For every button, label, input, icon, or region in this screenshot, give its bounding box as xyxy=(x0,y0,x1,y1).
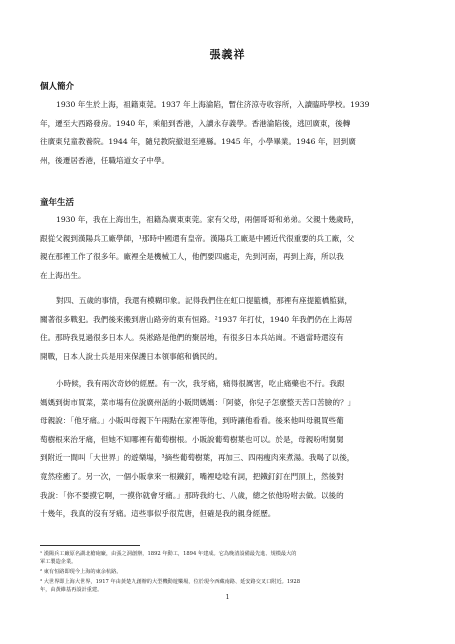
footnote-line: ³ 大世界即上海大世界，1917 年由黃楚九創辦的大型機動遊樂場，位於現今西藏南路、延安路交叉口附近。1928 xyxy=(40,579,301,585)
text-line: 開戰，日本人說士兵是用來保護日本領事館和僑民的。 xyxy=(40,351,223,361)
page-number: 1 xyxy=(225,594,230,601)
footnote-1 xyxy=(40,550,418,566)
text-line: 親在那裡工作了很多年。廠裡全是機械工人，他們要四處走，先到河南，再到上海，所以我 xyxy=(40,252,344,262)
text-line: 到附近一間叫「大世界」的遊樂場，³摘些葡萄樹葉，再加三、四兩瘦肉來煮湯。我喝了以後， xyxy=(40,453,355,463)
text-line: 小時候，我有兩次奇妙的經歷。有一次，我牙痛，痛得很厲害，吃止痛藥也不行。我跟 xyxy=(56,379,345,388)
footnote-divider xyxy=(40,545,140,546)
text-line: 我說：「你不要摸它啊，一摸你就會牙痛。」那時我約七、八歲，總之依他吩咐去做。以後的 xyxy=(40,490,344,500)
section-heading-profile: 個人簡介 xyxy=(40,82,75,92)
text-line: 往廣東兒童教養院。1944 年，隨兒教院撤退至連縣。1945 年，小學畢業。1946 年，回到廣 xyxy=(40,137,356,147)
text-line: 媽媽到街市買菜，菜市場有位說廣州話的小販問媽媽：「阿婆，你兒子怎麼整天苦口苦臉的？」 xyxy=(40,397,356,407)
text-line: 萄樹根來治牙痛，但她不知哪裡有葡萄樹根。小販說葡萄樹葉也可以。於是，母親吩咐舅舅 xyxy=(40,434,344,444)
footnote-line: 年，由黃維基再設計重建。 xyxy=(40,587,103,593)
text-line: 對四、五歲的事情，我還有模糊印象。記得我們住在虹口提籃橋，那裡有座提籃橋監獄， xyxy=(56,296,353,305)
page-title: 張義祥 xyxy=(209,48,246,61)
text-line: 1930 年，我在上海出生，祖籍為廣東東莞。家有父母，兩個哥哥和弟弟。父親十幾歲時， xyxy=(56,215,359,224)
section-heading-childhood: 童年生活 xyxy=(40,198,75,208)
childhood-paragraph-1 xyxy=(40,211,415,285)
childhood-paragraph-2 xyxy=(40,292,415,366)
text-line: 關著很多戰犯。我們後來搬到唐山路旁的東有恒路。²1937 年打仗，1940 年我們仍在上海居 xyxy=(40,314,353,324)
footnote-line: ² 東有恒路即現今上海的東余杭路。 xyxy=(40,569,122,575)
text-line: 十幾年，我真的沒有牙痛。這些事似乎很荒唐，但確是我的親身經歷。 xyxy=(40,509,276,519)
text-line: 年，遷至大西路發房。1940 年，乘船到香港，入讀永存義學。香港淪陷後，逃回廣東，後轉 xyxy=(40,118,351,128)
footnote-line: ¹ 漢陽兵工廠原名湖北槍砲廠，由張之洞創辦，1892 年動工，1894 年建成。它為晚清設備最先進、規模最大的 xyxy=(40,551,297,557)
text-line: 母親說：「他牙痛。」小販叫母親下午兩點在家裡等他，到時讓他看看。後來他叫母親買些葡 xyxy=(40,416,344,426)
profile-paragraph xyxy=(40,96,415,170)
text-line: 在上海出生。 xyxy=(40,270,86,280)
childhood-paragraph-3 xyxy=(40,375,415,524)
text-line: 住。那時我見過很多日本人。吳淞路是他們的聚居地，有很多日本兵站崗。不過當時還沒有 xyxy=(40,333,344,343)
footnote-2 xyxy=(40,568,418,576)
footnote-line: 軍工製造企業。 xyxy=(40,559,77,565)
text-line: 跟從父親到漢陽兵工廠學師，¹那時中國還有皇帝。漢陽兵工廠是中國近代很重要的兵工廠，父 xyxy=(40,233,355,243)
text-line: 竟然痊癒了。另一次，一個小販拿來一根鐵釘，嘴裡唸唸有詞，把鐵釘釘在門頂上，然後對 xyxy=(40,471,344,481)
text-line: 1930 年生於上海，祖籍東莞。1937 年上海淪陷，暫住济涼寺收容所，入讀臨時學校。1939 xyxy=(56,100,370,109)
footnote-3 xyxy=(40,578,418,594)
text-line: 州，後遷居香港，任職培道女子中學。 xyxy=(40,155,170,165)
